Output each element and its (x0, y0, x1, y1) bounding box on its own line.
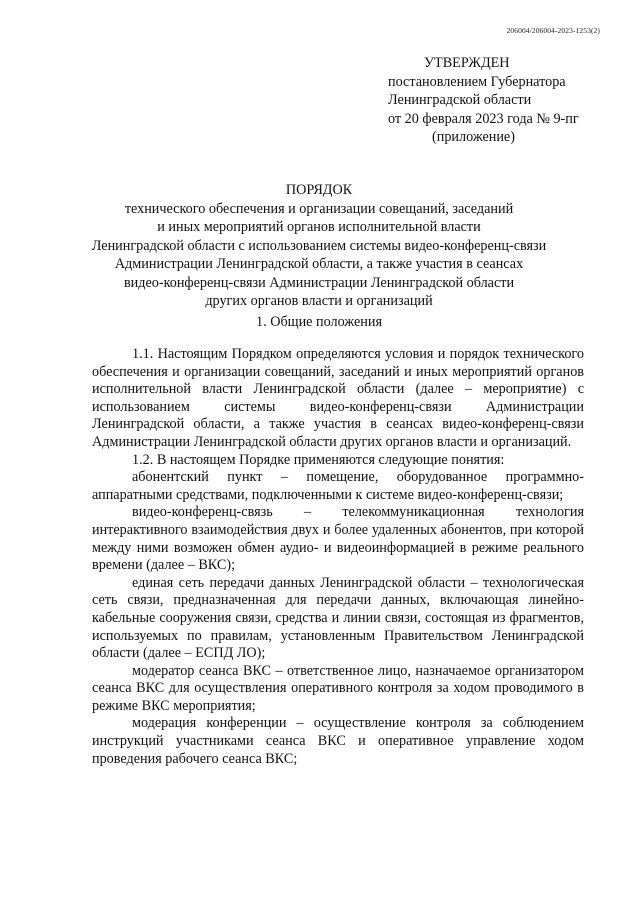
paragraph: 1.2. В настоящем Порядке применяются следующие понятия: (132, 451, 505, 468)
title-line: других органов власти и организаций (205, 293, 433, 309)
paragraph: единая сеть передачи данных Ленинградской области – технологическая сеть связи, предназначенная для передачи данных, включающая линейно-кабельные сооружения связи, средства и линии связи, состоящая из фрагментов, используемых по правилам, установленным Правительством Ленинградской области (далее – ЕСПД ЛО); (92, 574, 584, 662)
approval-line: от 20 февраля 2023 года № 9-пг (388, 110, 579, 127)
document-title-block (0, 181, 638, 311)
paragraph: абонентский пункт – помещение, оборудованное программно-аппаратными средствами, подключенными к системе видео-конференц-связи; (92, 469, 584, 503)
title-line: и иных мероприятий органов исполнительной власти (157, 219, 481, 235)
title-line: видео-конференц-связи Администрации Ленинградской области (123, 274, 515, 291)
document-heading: ПОРЯДОК (285, 182, 353, 198)
paragraph: модерация конференции – осуществление контроля за соблюдением инструкций участниками сеанса ВКС и оперативное управление ходом проведения рабочего сеанса ВКС; (92, 715, 584, 767)
title-line: Ленинградской области с использованием системы видео-конференц-связи (91, 237, 547, 254)
approval-note: (приложение) (432, 129, 515, 145)
title-line: технического обеспечения и организации совещаний, заседаний (124, 200, 514, 217)
paragraph: видео-конференц-связь – телекоммуникационная технология интерактивного взаимодействия двух и более удаленных абонентов, при которой между ними возможен обмен аудио- и видеоинформацией в режиме реального времени (далее – ВКС); (92, 504, 584, 574)
document-body (92, 346, 584, 768)
section-heading: 1. Общие положения (256, 314, 382, 330)
approval-title: УТВЕРЖДЕН (424, 55, 510, 71)
paragraph: модератор сеанса ВКС – ответственное лицо, назначаемое организатором сеанса ВКС для осуществления оперативного контроля за ходом проводимого в режиме ВКС мероприятия; (92, 662, 584, 714)
approval-stamp (388, 54, 620, 147)
approval-line: постановлением Губернатора (388, 73, 566, 90)
approval-line: Ленинградской области (388, 92, 532, 108)
title-line: Администрации Ленинградской области, а также участия в сеансах (114, 256, 524, 272)
document-number: 206004/206004-2023-1253(2) (506, 26, 600, 35)
paragraph: 1.1. Настоящим Порядком определяются условия и порядок технического обеспечения и организации совещаний, заседаний и иных мероприятий органов исполнительной власти Ленинградской области (далее – мероприятие) с использованием системы видео-конференц-связи Администрации Ленинградской области, а также участия в сеансах видео-конференц-связи Администрации Ленинградской области других органов власти и организаций. (92, 346, 584, 450)
